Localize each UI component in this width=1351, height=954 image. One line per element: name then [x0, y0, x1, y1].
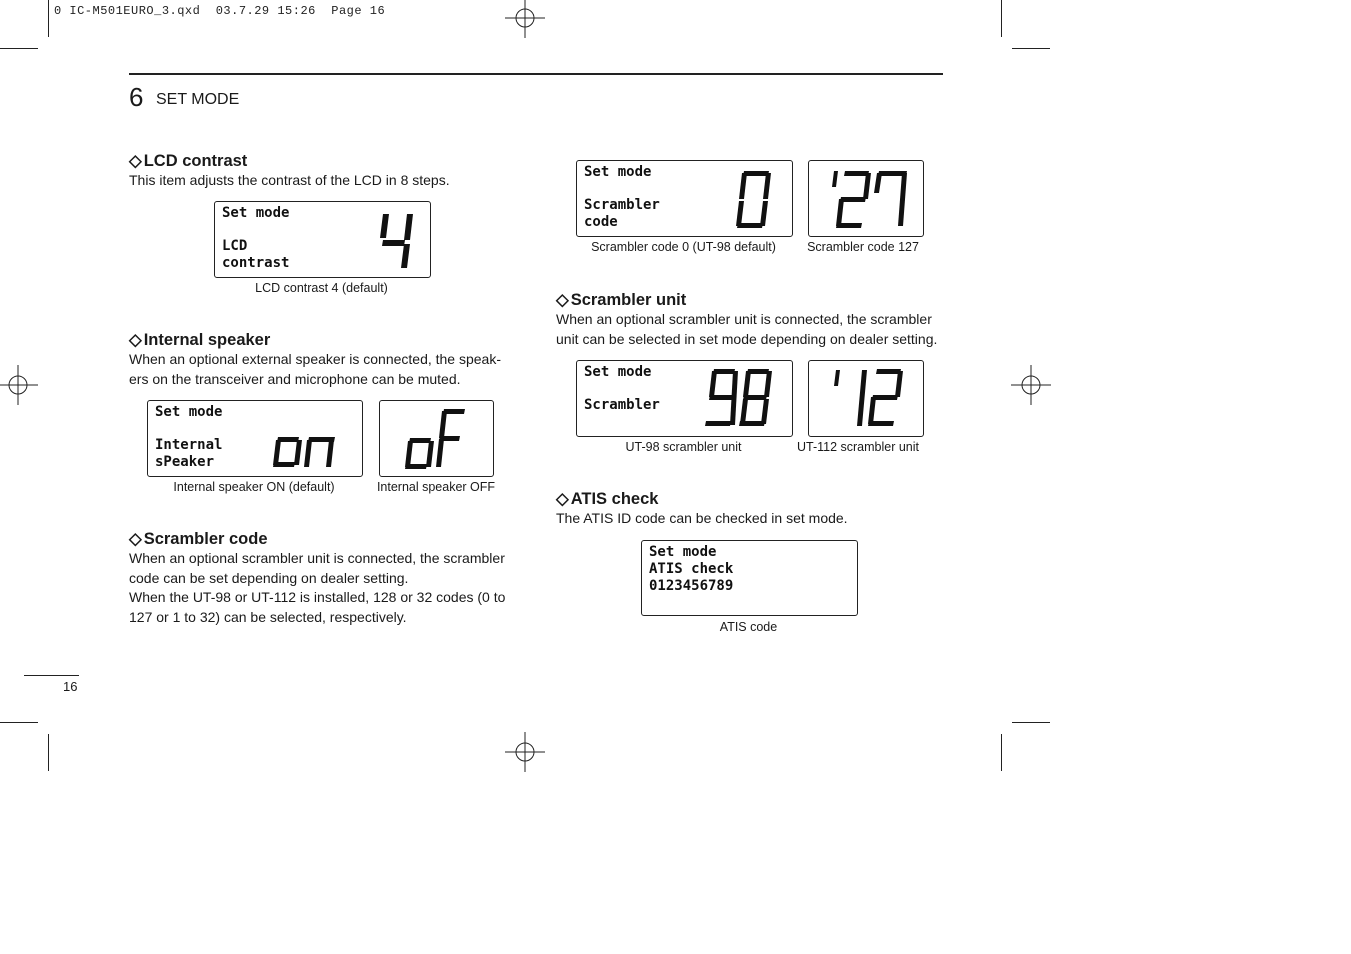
- section-title: Scrambler unit: [570, 291, 687, 309]
- section-body: The ATIS ID code can be checked in set mode.: [556, 510, 848, 526]
- crop-mark: [48, 734, 49, 771]
- crop-mark: [1012, 722, 1050, 723]
- section-title: ATIS check: [570, 490, 659, 508]
- lcd-display: [641, 540, 858, 616]
- lcd-digits: [827, 169, 917, 229]
- section-title: Internal speaker: [143, 331, 271, 349]
- lcd-digits: [829, 367, 909, 429]
- lcd-line: Set mode: [649, 544, 717, 560]
- page-number: 16: [63, 679, 78, 694]
- lcd-display: [147, 400, 363, 477]
- lcd-line: code: [584, 214, 618, 230]
- lcd-line: Set mode: [584, 164, 652, 180]
- section-heading-scrambler-unit: [556, 290, 686, 310]
- section-body: When the UT-98 or UT-112 is installed, 128 or 32 codes (0 to 127 or 1 to 32) can be selected, respectively.: [129, 589, 506, 625]
- lcd-display: [808, 360, 924, 437]
- diamond-icon: ◇: [129, 152, 142, 170]
- section-heading-lcd-contrast: [129, 151, 247, 171]
- registration-mark-icon: [505, 732, 545, 772]
- page-number-rule: [24, 675, 79, 676]
- section-body: This item adjusts the contrast of the LCD in 8 steps.: [129, 172, 450, 188]
- lcd-line: Set mode: [584, 364, 652, 380]
- figure-caption: Scrambler code 127: [807, 240, 919, 254]
- lcd-display: [379, 400, 494, 477]
- lcd-line: Set mode: [222, 205, 290, 221]
- lcd-digits: [273, 431, 343, 471]
- section-body: When an optional external speaker is connected, the speak-ers on the transceiver and microphone can be muted.: [129, 351, 502, 387]
- lcd-display: [808, 160, 924, 237]
- lcd-digits: [735, 169, 775, 229]
- lcd-line: 0123456789: [649, 578, 734, 594]
- figure-caption: Internal speaker OFF: [376, 480, 496, 494]
- lcd-display: [214, 201, 431, 278]
- lcd-display: [576, 360, 793, 437]
- lcd-line: Scrambler: [584, 397, 660, 413]
- figure-caption: LCD contrast 4 (default): [255, 281, 388, 295]
- header-rule: [129, 73, 943, 75]
- chapter-title: SET MODE: [156, 91, 240, 108]
- crop-mark: [48, 0, 49, 37]
- print-slug: 0 IC-M501EURO_3.qxd 03.7.29 15:26 Page 16: [54, 4, 386, 18]
- diamond-icon: ◇: [129, 331, 142, 349]
- lcd-line: contrast: [222, 255, 290, 271]
- figure-caption: Internal speaker ON (default): [173, 480, 335, 494]
- section-title: Scrambler code: [143, 530, 268, 548]
- diamond-icon: ◇: [129, 530, 142, 548]
- chapter-number: 6: [129, 82, 144, 112]
- lcd-line: Internal: [155, 437, 223, 453]
- registration-mark-icon: [505, 0, 545, 38]
- lcd-line: LCD: [222, 238, 248, 254]
- lcd-line: ATIS check: [649, 561, 734, 577]
- section-body: When an optional scrambler unit is connected, the scrambler unit can be selected in set mode depending on dealer setting.: [556, 311, 938, 347]
- crop-mark: [1001, 734, 1002, 771]
- diamond-icon: ◇: [556, 291, 569, 309]
- figure-caption: Scrambler code 0 (UT-98 default): [591, 240, 776, 254]
- diamond-icon: ◇: [556, 490, 569, 508]
- crop-mark: [1012, 48, 1050, 49]
- crop-mark: [0, 722, 38, 723]
- lcd-digits: [405, 406, 470, 472]
- section-heading-scrambler-code: [129, 529, 268, 549]
- registration-mark-icon: [0, 365, 38, 405]
- lcd-digits: [705, 367, 775, 429]
- figure-caption: ATIS code: [719, 620, 778, 634]
- figure-caption: UT-112 scrambler unit: [796, 440, 920, 454]
- section-heading-atis-check: [556, 489, 658, 509]
- lcd-display: [576, 160, 793, 237]
- lcd-line: Set mode: [155, 404, 223, 420]
- figure-caption: UT-98 scrambler unit: [625, 440, 742, 454]
- crop-mark: [0, 48, 38, 49]
- lcd-line: Scrambler: [584, 197, 660, 213]
- lcd-line: sPeaker: [155, 454, 215, 470]
- section-title: LCD contrast: [143, 152, 248, 170]
- section-body: When an optional scrambler unit is connected, the scrambler code can be set depending on dealer setting.: [129, 550, 505, 586]
- crop-mark: [1001, 0, 1002, 37]
- section-heading-internal-speaker: [129, 330, 270, 350]
- lcd-digits: [375, 210, 425, 270]
- registration-mark-icon: [1011, 365, 1051, 405]
